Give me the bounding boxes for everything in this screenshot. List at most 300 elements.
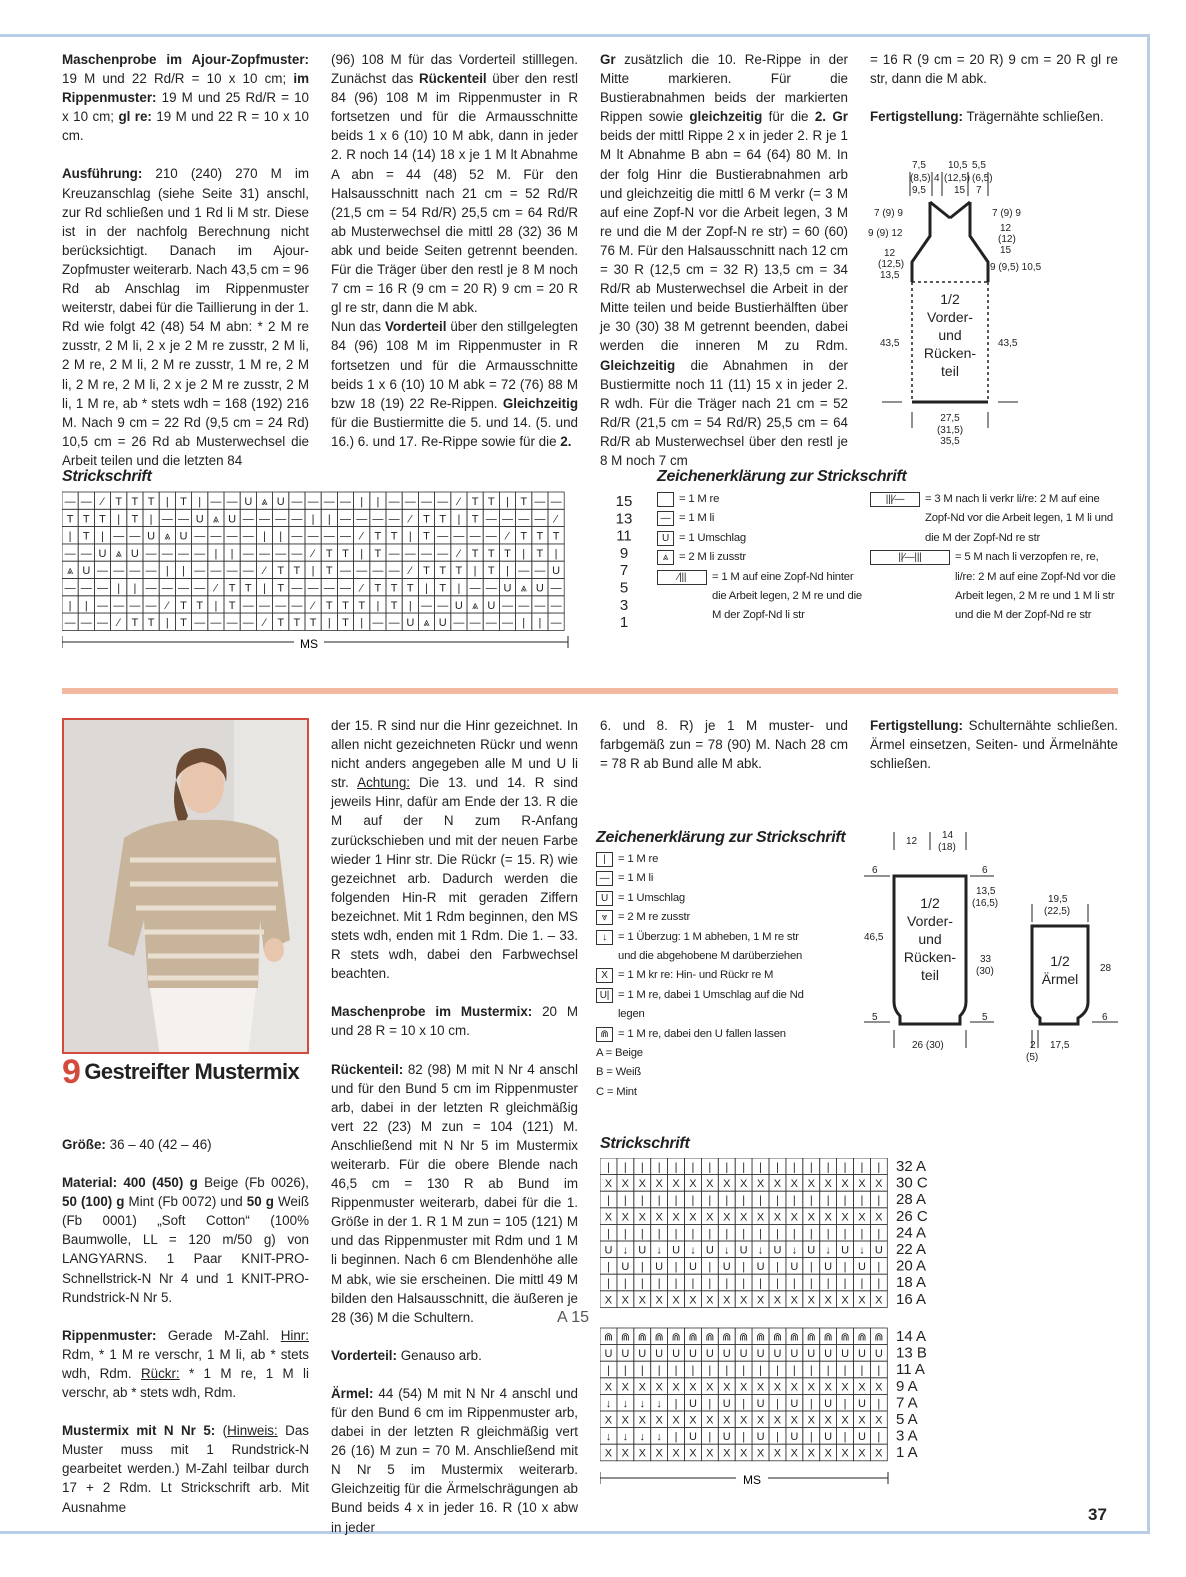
chart-symbol: X (858, 1381, 866, 1394)
bottom-schematic (860, 826, 1130, 1066)
chart-symbol: | (826, 1194, 830, 1207)
chart-symbol: T (504, 547, 511, 560)
legend-item (657, 529, 867, 548)
chart-symbol: | (742, 1277, 746, 1290)
chart-symbol: — (64, 496, 76, 508)
chart-symbol: | (776, 1364, 779, 1377)
text: über den stillgelegten 84 (96) 108 M im Rippenmuster in R fortsetzen und für die Armausschnitte beids 1 x 6 (10) 10 M abk = 72 (76) 88 M bzw 18 (19) 22 Re-Rippen. (331, 319, 578, 411)
material-label: Material: 400 (450) g (62, 1175, 198, 1191)
chart-symbol: — (242, 530, 254, 543)
chart-symbol: U (773, 1244, 782, 1257)
chart-symbol: — (97, 582, 108, 595)
text: 20 M und 28 R = 10 x 10 cm. (331, 1004, 578, 1039)
chart-symbol: X (875, 1294, 883, 1307)
chart-symbol: | (674, 1227, 678, 1240)
chart-symbol: ⁄ (263, 617, 266, 630)
chart-symbol: ⁄ (457, 547, 460, 560)
chart-symbol: U (552, 565, 561, 578)
chart-symbol: | (843, 1397, 847, 1410)
chart-row-label: 15 (615, 493, 633, 510)
chart-symbol: T (536, 530, 544, 543)
chart-symbol: | (311, 513, 315, 526)
symbol-yarnover: U (596, 891, 613, 906)
chart-symbol: X (621, 1211, 630, 1224)
chart-symbol: U (195, 513, 204, 526)
chart-symbol: T (342, 547, 349, 560)
chart-symbol: T (423, 513, 430, 526)
chart-symbol: X (807, 1178, 815, 1191)
chart-symbol: | (708, 1364, 712, 1377)
chart-symbol: X (689, 1381, 697, 1394)
chart-symbol: X (689, 1211, 697, 1224)
emphasis: 2. Gr (814, 109, 848, 125)
chart-symbol: | (877, 1161, 881, 1174)
chart-symbol: T (520, 530, 528, 543)
chart-symbol: — (372, 513, 384, 526)
chart-symbol: T (180, 496, 187, 508)
chart-symbol: | (607, 1364, 610, 1377)
legend-text: = 1 M re, dabei den U fallen lassen (618, 1027, 786, 1040)
chart-symbol: | (792, 1277, 796, 1290)
chart-symbol: | (674, 1397, 678, 1410)
chart-symbol: — (64, 547, 76, 560)
dim-label: (30) (976, 966, 994, 977)
underline: Rückr: (140, 1365, 180, 1381)
chart-symbol: X (824, 1414, 832, 1427)
chart-symbol: — (372, 617, 384, 630)
chart-symbol: X (875, 1414, 883, 1427)
piece-label: Ärmel (1041, 971, 1079, 987)
chart-symbol: — (259, 513, 270, 526)
chart-symbol: U (487, 599, 496, 612)
back-label: Rückenteil (418, 71, 487, 87)
dim-label: (18) (938, 842, 956, 853)
top-column-1 (62, 50, 309, 470)
chart-symbol: ↓ (622, 1431, 629, 1444)
chart-symbol: U (454, 599, 463, 612)
underline: Achtung: (357, 775, 410, 791)
chart-symbol: | (725, 1227, 729, 1240)
chart-symbol: X (858, 1447, 866, 1460)
chart-row-label: 9 A (896, 1377, 918, 1395)
chart-symbol: ⁄ (555, 513, 558, 526)
chart-symbol: U (722, 1261, 731, 1274)
chart-symbol: — (469, 530, 481, 543)
legend-item (657, 568, 867, 625)
chart-symbol: | (877, 1431, 881, 1444)
chart-symbol: — (437, 530, 449, 543)
chart-symbol: — (178, 547, 189, 560)
chart-symbol: — (145, 599, 157, 612)
chart-symbol: T (423, 565, 430, 578)
chart-symbol: X (672, 1294, 680, 1307)
top-schematic (868, 156, 1048, 450)
chart-symbol: T (439, 513, 447, 526)
chart-symbol: X (841, 1294, 849, 1307)
chart-symbol: | (742, 1364, 746, 1377)
chart-symbol: | (674, 1431, 678, 1444)
chart-symbol: ⁄ (360, 530, 363, 543)
chart-symbol: — (485, 582, 497, 595)
chart-symbol: | (640, 1227, 644, 1240)
chart-symbol: — (485, 513, 497, 526)
chart-symbol: — (161, 547, 173, 560)
chart-symbol: X (790, 1414, 799, 1427)
dim-label: (12,5) (878, 259, 905, 270)
chart-symbol: — (421, 496, 432, 508)
chart-symbol: — (485, 530, 497, 543)
legend-text: = 1 Umschlag (679, 531, 746, 544)
stockinette-text: 19 M und 22 R = 10 x 10 cm. (62, 109, 309, 144)
chart-symbol: — (226, 530, 238, 543)
chart-symbol: | (809, 1431, 813, 1444)
chart-row-label: 28 A (896, 1191, 927, 1209)
page-frame-right (1147, 34, 1150, 1534)
chart-symbol: X (858, 1211, 866, 1224)
chart-symbol: | (408, 599, 412, 612)
chart-symbol: X (739, 1447, 748, 1460)
chart-symbol: — (291, 547, 303, 560)
underline: Hinweis: (227, 1423, 278, 1439)
dim-label: 15 (1000, 245, 1012, 256)
chart-row-label: 14 A (896, 1328, 927, 1345)
chart-symbol: X (723, 1381, 731, 1394)
symbol-purl: — (596, 871, 613, 886)
chart-symbol: — (534, 513, 546, 526)
text: Weiß (Fb 0001) „Soft Cotton“ (100% Baumwolle, LL = 120 m/50 g) von LANGYARNS. 1 Paar KNIT-PRO-Schnellstrick-N Nr 4 und 1 KNIT-PRO-Rundstrick-N Nr 5. (62, 1194, 310, 1305)
chart-symbol: | (742, 1261, 746, 1274)
chart-symbol: U (535, 582, 544, 595)
dim-label: 6 (872, 865, 878, 876)
chart-symbol: | (776, 1397, 779, 1410)
chart-symbol: | (263, 530, 266, 543)
chart-row-label: 16 A (896, 1290, 927, 1308)
chart-symbol: T (147, 617, 155, 630)
chart-symbol: | (708, 1261, 712, 1274)
color-key: B = Weiß (596, 1066, 641, 1079)
page-frame-top (0, 34, 1150, 37)
piece-label: Vorder- (907, 913, 953, 929)
chart-symbol: T (471, 496, 479, 508)
chart-symbol: U (857, 1431, 866, 1444)
chart-row-label: 11 A (896, 1361, 925, 1379)
legend-item (596, 908, 816, 927)
chart-symbol: U (841, 1244, 850, 1257)
chart-symbol: T (293, 565, 301, 578)
dim-label: 35,5 (940, 436, 960, 447)
chart-symbol: — (404, 547, 416, 560)
chart-symbol: ⋒ (705, 1331, 715, 1344)
chart-symbol: — (340, 565, 351, 578)
bottom-column-2 (331, 716, 578, 1537)
chart-symbol: | (877, 1397, 881, 1410)
chart-symbol: X (604, 1178, 613, 1191)
chart-symbol: U (503, 582, 512, 595)
legend-item (596, 889, 816, 908)
chart-symbol: T (82, 530, 90, 543)
chart-symbol: X (841, 1414, 849, 1427)
chart-symbol: | (607, 1161, 610, 1174)
symbol-slip-over: ↓ (596, 930, 613, 945)
chart-symbol: X (672, 1447, 680, 1460)
chart-row-label: 9 (619, 544, 629, 562)
chart-symbol: — (80, 547, 92, 560)
dim-label: 27,5 (940, 413, 960, 424)
chart-symbol: ⋒ (620, 1331, 630, 1344)
legend-text: = 1 M re (618, 853, 659, 865)
chart-symbol: ⋒ (772, 1331, 783, 1344)
chart-symbol: U (672, 1244, 681, 1257)
chart-symbol: X (706, 1381, 714, 1394)
chart-symbol: ↓ (757, 1244, 764, 1257)
chart-symbol: — (453, 617, 465, 630)
chart-symbol: U (638, 1244, 647, 1257)
chart-symbol: — (388, 565, 400, 578)
chart-symbol: U (655, 1261, 664, 1274)
chart-symbol: ⩓ (261, 496, 268, 508)
chart-symbol: X (706, 1447, 714, 1460)
chart-symbol: U (807, 1348, 816, 1361)
chart-symbol: U (807, 1244, 816, 1257)
chart-symbol: ⁄ (457, 496, 460, 508)
chart-symbol: | (640, 1261, 644, 1274)
chart-symbol: T (390, 530, 398, 543)
chart-row-label: 3 A (896, 1427, 918, 1445)
text: Nun das (331, 319, 385, 335)
chart-symbol: X (689, 1414, 697, 1427)
chart-symbol: | (860, 1277, 864, 1290)
chart-symbol: X (756, 1447, 765, 1460)
piece-label: und (938, 327, 962, 343)
chart-symbol: | (674, 1194, 678, 1207)
legend-text: = 5 M nach li verzopfen re, re, li/re: 2 M auf eine Zopf-Nd vor die Arbeit legen, 2 M re und 1 M li str und die M der Zopf-Nd re str (955, 551, 1116, 622)
chart-symbol: U (621, 1348, 630, 1361)
chart-symbol: X (621, 1294, 630, 1307)
chart-symbol: U (756, 1348, 765, 1361)
chart-symbol: X (790, 1381, 799, 1394)
chart-symbol: ⁄ (409, 565, 412, 578)
legend-text: = 1 M kr re: Hin- und Rückr re M (618, 969, 774, 982)
chart-symbol: | (640, 1364, 644, 1377)
top-chart-title: Strickschrift (62, 468, 152, 485)
bottom-legend (596, 850, 816, 1102)
chart-symbol: X (875, 1178, 883, 1191)
chart-symbol: X (756, 1178, 765, 1191)
chart-symbol: | (826, 1277, 830, 1290)
chart-a15-label: A 15 (557, 1309, 590, 1326)
chart-symbol: — (518, 513, 530, 526)
chart-symbol: T (277, 617, 285, 630)
chart-symbol: X (723, 1447, 731, 1460)
chart-symbol: | (101, 530, 104, 543)
chart-symbol: | (843, 1364, 847, 1377)
chart-symbol: X (621, 1414, 630, 1427)
chart-symbol: X (858, 1414, 866, 1427)
chart-symbol: | (776, 1261, 779, 1274)
chart-symbol: | (759, 1277, 762, 1290)
rib-gauge-label: im Rippenmuster: (62, 71, 309, 106)
dim-label: 46,5 (864, 932, 884, 943)
chart-symbol: | (376, 496, 380, 508)
chart-symbol: | (877, 1364, 881, 1377)
emphasis: gleichzeitig (689, 109, 763, 125)
text: Genauso arb. (396, 1347, 482, 1363)
chart-symbol: T (390, 582, 398, 595)
chart-row-label: 13 (615, 510, 633, 528)
chart-symbol: — (340, 513, 351, 526)
chart-symbol: | (506, 565, 509, 578)
chart-symbol: — (145, 547, 157, 560)
legend-text: = 1 M auf eine Zopf-Nd hinter die Arbeit legen, 2 M re und die M der Zopf-Nd li str (712, 570, 862, 621)
dim-label: 26 (30) (912, 1040, 944, 1051)
chart-symbol: — (323, 582, 335, 595)
chart-symbol: U (722, 1348, 731, 1361)
symbol-knit (657, 492, 674, 507)
chart-symbol: ⋒ (823, 1331, 833, 1344)
chart-symbol: — (550, 582, 562, 595)
chart-symbol: | (657, 1161, 661, 1174)
dim-label: (6,5) (972, 173, 993, 184)
chart-symbol: — (291, 599, 303, 612)
text: zusätzlich die 10. Re-Rippe in der Mitte markieren. Für die Bustierabnahmen beids der markierten Rippen sowie (600, 52, 848, 125)
chart-symbol: ⋒ (688, 1331, 698, 1344)
chart-symbol: X (604, 1294, 613, 1307)
legend-item (596, 1083, 816, 1102)
chart-symbol: — (194, 530, 206, 543)
symbol-yarnover: U (657, 531, 674, 546)
chart-symbol: | (607, 1194, 610, 1207)
chart-symbol: X (655, 1178, 663, 1191)
text: der 15. R sind nur die Hinr gezeichnet. In allen nicht gezeichneten Rückr und wenn nicht anders angegeben alle M und U li str. (331, 718, 578, 791)
symbol-knit-yo: U| (596, 988, 613, 1003)
chart-row-label: 3 (619, 596, 629, 614)
chart-symbol: X (790, 1178, 799, 1191)
chart-symbol: U (655, 1348, 664, 1361)
chart-symbol: — (194, 582, 206, 595)
chart-symbol: U (705, 1244, 714, 1257)
chart-symbol: | (674, 1161, 678, 1174)
chart-symbol: U (824, 1261, 833, 1274)
chart-symbol: — (80, 582, 92, 595)
chart-ms-label: MS (743, 1473, 761, 1487)
chart-symbol: — (194, 565, 206, 578)
chart-symbol: ⩓ (66, 565, 74, 578)
chart-symbol: U (228, 513, 237, 526)
dim-label: 19,5 (1048, 894, 1068, 905)
chart-symbol: | (809, 1261, 813, 1274)
bottom-chart-title: Strickschrift (600, 1135, 690, 1152)
chart-row-label: 22 A (896, 1241, 927, 1258)
chart-symbol: U (638, 1348, 647, 1361)
chart-symbol: | (327, 617, 331, 630)
text: Mint (Fb 0072) und (124, 1194, 247, 1210)
chart-symbol: ⁄ (214, 582, 217, 595)
dim-label: 13,5 (976, 886, 996, 897)
legend-item (596, 986, 816, 1025)
bottom-legend-title: Zeichenerklärung zur Strickschrift (596, 829, 846, 846)
chart-symbol: X (824, 1211, 832, 1224)
chart-symbol: U (722, 1431, 731, 1444)
gauge-text: 19 M und 22 Rd/R = 10 x 10 cm; (62, 71, 294, 87)
legend-item (870, 548, 1120, 626)
chart-symbol: | (84, 599, 88, 612)
chart-symbol: | (691, 1227, 695, 1240)
chart-symbol: — (550, 496, 562, 508)
dim-label: 9 (9) 12 (868, 228, 903, 239)
chart-symbol: X (672, 1178, 680, 1191)
chart-symbol: | (657, 1277, 661, 1290)
chart-symbol: | (214, 599, 218, 612)
chart-symbol: — (469, 617, 481, 630)
text: Schulternähte schließen. Ärmel einsetzen, Seiten- und Ärmelnähte schließen. (870, 718, 1118, 772)
chart-symbol: | (725, 1161, 729, 1174)
front-label: Vorderteil (384, 319, 447, 335)
chart-symbol: ↓ (639, 1397, 645, 1410)
chart-symbol: T (180, 599, 187, 612)
chart-symbol: | (860, 1161, 864, 1174)
top-column-4 (870, 50, 1118, 126)
chart-symbol: | (776, 1431, 779, 1444)
chart-symbol: X (807, 1381, 815, 1394)
chart-symbol: X (824, 1381, 832, 1394)
chart-symbol: | (843, 1277, 847, 1290)
dim-label: (12) (998, 234, 1016, 245)
chart-symbol: T (309, 617, 317, 630)
chart-symbol: | (809, 1227, 813, 1240)
chart-symbol: — (242, 565, 254, 578)
chart-symbol: T (487, 547, 495, 560)
chart-symbol: — (242, 547, 254, 560)
text: 6. und 8. R) je 1 M muster- und farbgemäß zun = 78 (90) M. Nach 28 cm = 78 R ab Bund alle M abk. (600, 718, 848, 772)
chart-symbol: T (325, 565, 333, 578)
piece-label: 1/2 (940, 291, 960, 307)
chart-symbol: | (708, 1161, 712, 1174)
legend-item (657, 509, 867, 528)
chart-symbol: ⋒ (857, 1331, 867, 1344)
chart-symbol: X (756, 1211, 765, 1224)
chart-symbol: — (129, 530, 141, 543)
chart-symbol: X (655, 1381, 663, 1394)
text: 44 (54) M mit N Nr 4 anschl und für den Bund 6 cm im Rippenmuster arb, dabei in der letzten R gleichmäßig vert 26 (16) M zun = 70 M. Anschließend mit N Nr 5 im Mustermix weiterarb. Gleichzeitig für die Ärmelschrägungen ab Bund beids 4 x in jeder 16. R (10 x abw in jeder (331, 1385, 578, 1535)
chart-symbol: | (809, 1194, 813, 1207)
back-label: Rückenteil: (331, 1061, 404, 1077)
chart-symbol: | (640, 1277, 644, 1290)
dim-label: 12 (884, 248, 896, 259)
chart-symbol: | (279, 530, 283, 543)
chart-symbol: X (604, 1447, 613, 1460)
chart-row-label: 24 A (896, 1224, 927, 1242)
chart-symbol: | (623, 1194, 627, 1207)
chart-symbol: | (843, 1194, 847, 1207)
text: (96) 108 M für das Vorderteil stilllegen. Zunächst das (331, 52, 578, 87)
legend-text: = 1 Überzug: 1 M abheben, 1 M re str und die abgehobene M darüberziehen (618, 930, 803, 963)
dim-label: 4 (934, 173, 940, 184)
chart-symbol: X (621, 1178, 630, 1191)
chart-symbol: — (97, 617, 108, 630)
text: die Abnahmen in der Bustiermitte noch 11 (11) 15 x in jeder 2. R wdh. Für die Träger nach 21 cm = 52 Rd/R (21,5 cm = 54 Rd/R) 25,5 cm = 64 Rd/R ab Musterwechsel über den restl je 8 M noch 7 cm (600, 357, 848, 468)
chart-symbol: — (210, 617, 222, 630)
chart-symbol: | (826, 1364, 830, 1377)
chart-symbol: | (360, 617, 364, 630)
chart-symbol: T (228, 599, 236, 612)
chart-symbol: T (552, 530, 560, 543)
symbol-purl: — (657, 511, 674, 526)
chart-symbol: | (327, 513, 331, 526)
text: ( (215, 1423, 228, 1439)
chart-symbol: | (843, 1161, 847, 1174)
chart-symbol: X (655, 1294, 663, 1307)
dim-label: (16,5) (972, 898, 999, 909)
